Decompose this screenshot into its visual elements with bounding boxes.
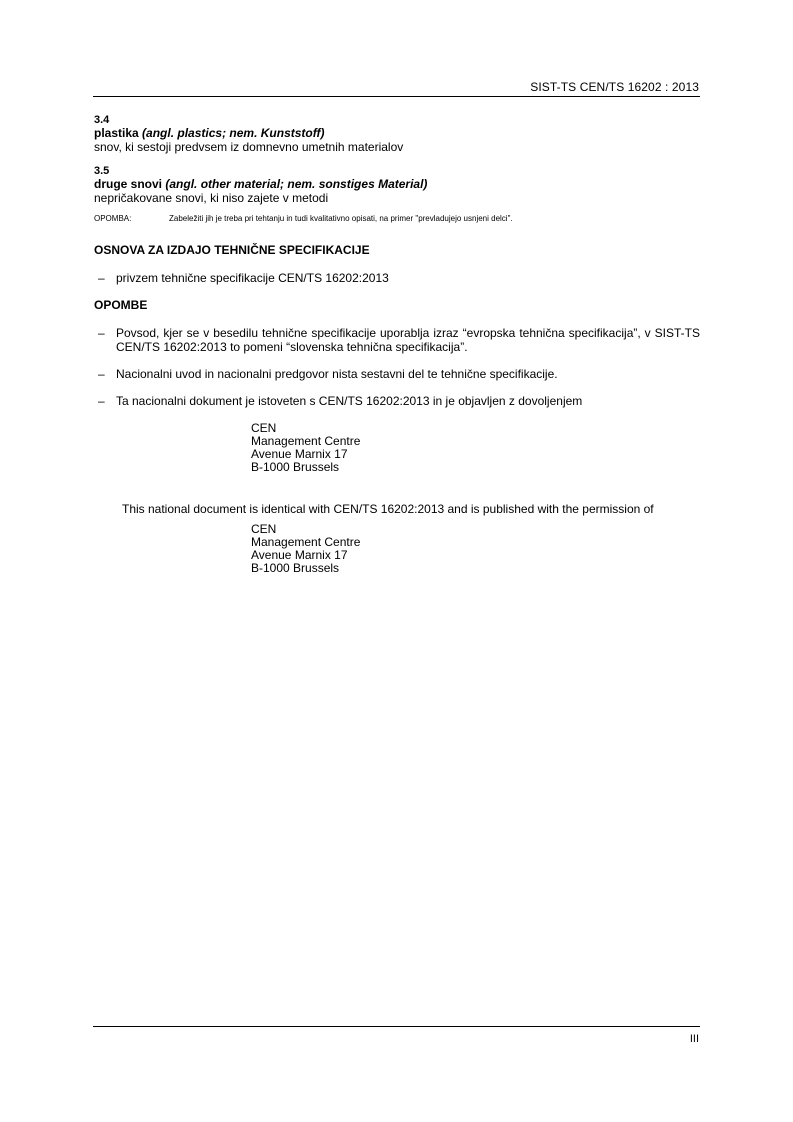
cen-address-english xyxy=(94,523,700,575)
term-heading xyxy=(94,126,700,140)
dash-bullet: – xyxy=(98,326,105,340)
term-definition: snov, ki sestoji predvsem iz domnevno umetnih materialov xyxy=(94,140,404,154)
notes-list xyxy=(94,326,700,408)
page-content xyxy=(94,114,700,575)
term-translations: (angl. plastics; nem. Kunststoff) xyxy=(142,126,325,140)
address-line: Avenue Marnix 17 xyxy=(251,447,348,461)
term-number: 3.4 xyxy=(94,114,110,126)
note-label: OPOMBA: xyxy=(94,214,132,223)
english-statement: This national document is identical with CEN/TS 16202:2013 and is published with the permission of xyxy=(122,502,654,516)
note xyxy=(94,214,700,224)
term-entry-3-5 xyxy=(94,165,700,205)
term-definition: nepričakovane snovi, ki niso zajete v metodi xyxy=(94,191,329,205)
footer-rule xyxy=(93,1026,700,1027)
note-text: Zabeležiti jih je treba pri tehtanju in tudi kvalitativno opisati, na primer "prevladujejo usnjeni delci". xyxy=(169,214,513,223)
list-item xyxy=(94,271,700,285)
document-id-header: SIST-TS CEN/TS 16202 : 2013 xyxy=(530,80,699,94)
section-heading-notes: OPOMBE xyxy=(94,298,148,312)
header-rule xyxy=(93,96,700,97)
term-heading xyxy=(94,177,700,191)
term-translations: (angl. other material; nem. sonstiges Material) xyxy=(165,177,428,191)
term-entry-3-4 xyxy=(94,114,700,154)
list-item xyxy=(94,326,700,354)
list-item xyxy=(94,367,700,381)
address-line: B-1000 Brussels xyxy=(251,561,340,575)
term-number: 3.5 xyxy=(94,165,110,177)
cen-address xyxy=(94,422,700,474)
term-name: druge snovi xyxy=(94,177,163,191)
basis-list xyxy=(94,271,700,285)
address-line: CEN xyxy=(251,421,277,435)
section-heading-basis: OSNOVA ZA IZDAJO TEHNIČNE SPECIFIKACIJE xyxy=(94,243,370,257)
list-item-text: Nacionalni uvod in nacionalni predgovor nista sestavni del te tehnične specifikacije. xyxy=(116,367,558,381)
address-line: CEN xyxy=(251,522,277,536)
list-item xyxy=(94,394,700,408)
list-item-text: Povsod, kjer se v besedilu tehnične specifikacije uporablja izraz “evropska tehnična specifikacija”, v SIST-TS CEN/TS 16202:2013 to pomeni “slovenska tehnična specifikacija”. xyxy=(116,326,700,354)
address-line: B-1000 Brussels xyxy=(251,460,340,474)
page-number: III xyxy=(689,1033,699,1045)
dash-bullet: – xyxy=(98,394,105,408)
address-line: Management Centre xyxy=(251,535,361,549)
address-line: Management Centre xyxy=(251,434,361,448)
dash-bullet: – xyxy=(98,367,105,381)
dash-bullet: – xyxy=(98,271,105,285)
list-item-text: privzem tehnične specifikacije CEN/TS 16202:2013 xyxy=(116,271,389,285)
address-line: Avenue Marnix 17 xyxy=(251,548,348,562)
term-name: plastika xyxy=(94,126,139,140)
list-item-text: Ta nacionalni dokument je istoveten s CEN/TS 16202:2013 in je objavljen z dovoljenjem xyxy=(116,394,583,408)
